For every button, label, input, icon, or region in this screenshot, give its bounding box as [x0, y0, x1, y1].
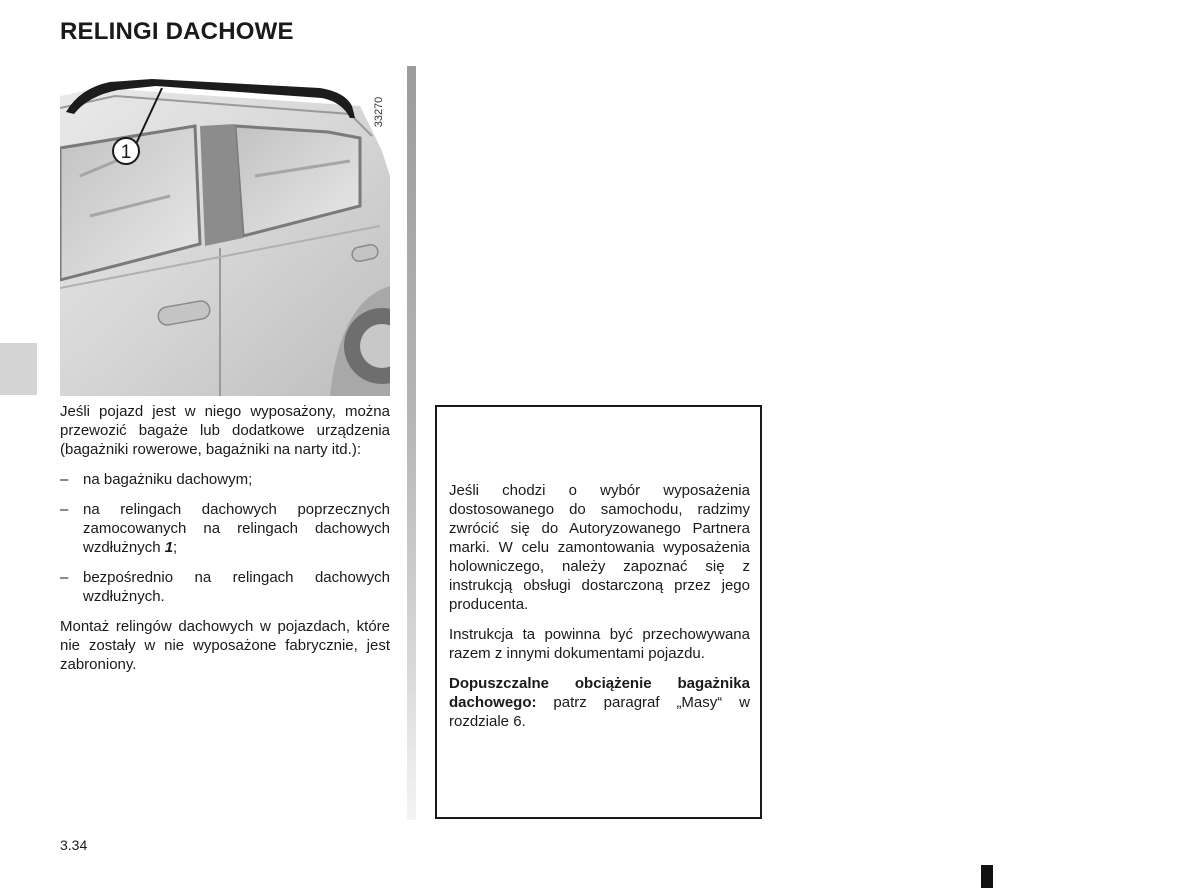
chapter-tab — [0, 343, 37, 395]
dash-bullet: – — [60, 471, 69, 488]
note-box-text — [449, 481, 750, 742]
page-number: 3.34 — [60, 837, 88, 853]
corner-marker — [981, 865, 993, 888]
list-item-text: na bagażniku dachowym; — [83, 471, 253, 488]
intro-paragraph: Jeśli pojazd jest w niego wyposażony, można przewozić bagaże lub dodatkowe urządzenia (bagażniki rowerowe, bagażniki na narty itd.): — [60, 403, 390, 458]
note-paragraph-1: Jeśli chodzi o wybór wyposażenia dostosowanego do samochodu, radzimy zwrócić się do Autoryzowanego Partnera marki. W celu zamontowania wyposażenia holowniczego, należy zapoznać się z instrukcją obsługi dostarczoną przez jego producenta. — [449, 482, 750, 613]
list-item — [60, 470, 390, 489]
warning-paragraph: Montaż relingów dachowych w pojazdach, które nie zostały w nie wyposażone fabrycznie, jest zabroniony. — [60, 618, 390, 673]
column-divider — [407, 66, 416, 820]
list-item-text-end: ; — [173, 539, 178, 556]
image-code: 33270 — [373, 96, 385, 128]
note-paragraph-2: Instrukcja ta powinna być przechowywana razem z innymi dokumentami pojazdu. — [449, 626, 750, 662]
list-item-text: bezpośrednio na relingach dachowych wzdłużnych. — [83, 569, 390, 605]
roof-rail-illustration — [60, 66, 390, 396]
callout-reference: 1 — [164, 539, 174, 556]
list-item-text: na relingach dachowych poprzecznych zamocowanych na relingach dachowych wzdłużnych — [83, 501, 390, 556]
note-bold-label: Dopuszczalne obciążenie bagażnika dachowego: — [449, 675, 750, 711]
note-paragraph-3 — [449, 674, 750, 731]
callout-number: 1 — [120, 142, 132, 163]
list-item — [60, 568, 390, 606]
page-title: RELINGI DACHOWE — [60, 18, 294, 45]
note-paragraph-3-rest: patrz paragraf „Masy“ w rozdziale 6. — [449, 694, 750, 730]
left-column-text — [60, 402, 390, 685]
list-item — [60, 500, 390, 557]
dash-bullet: – — [60, 501, 69, 518]
dash-bullet: – — [60, 569, 69, 586]
